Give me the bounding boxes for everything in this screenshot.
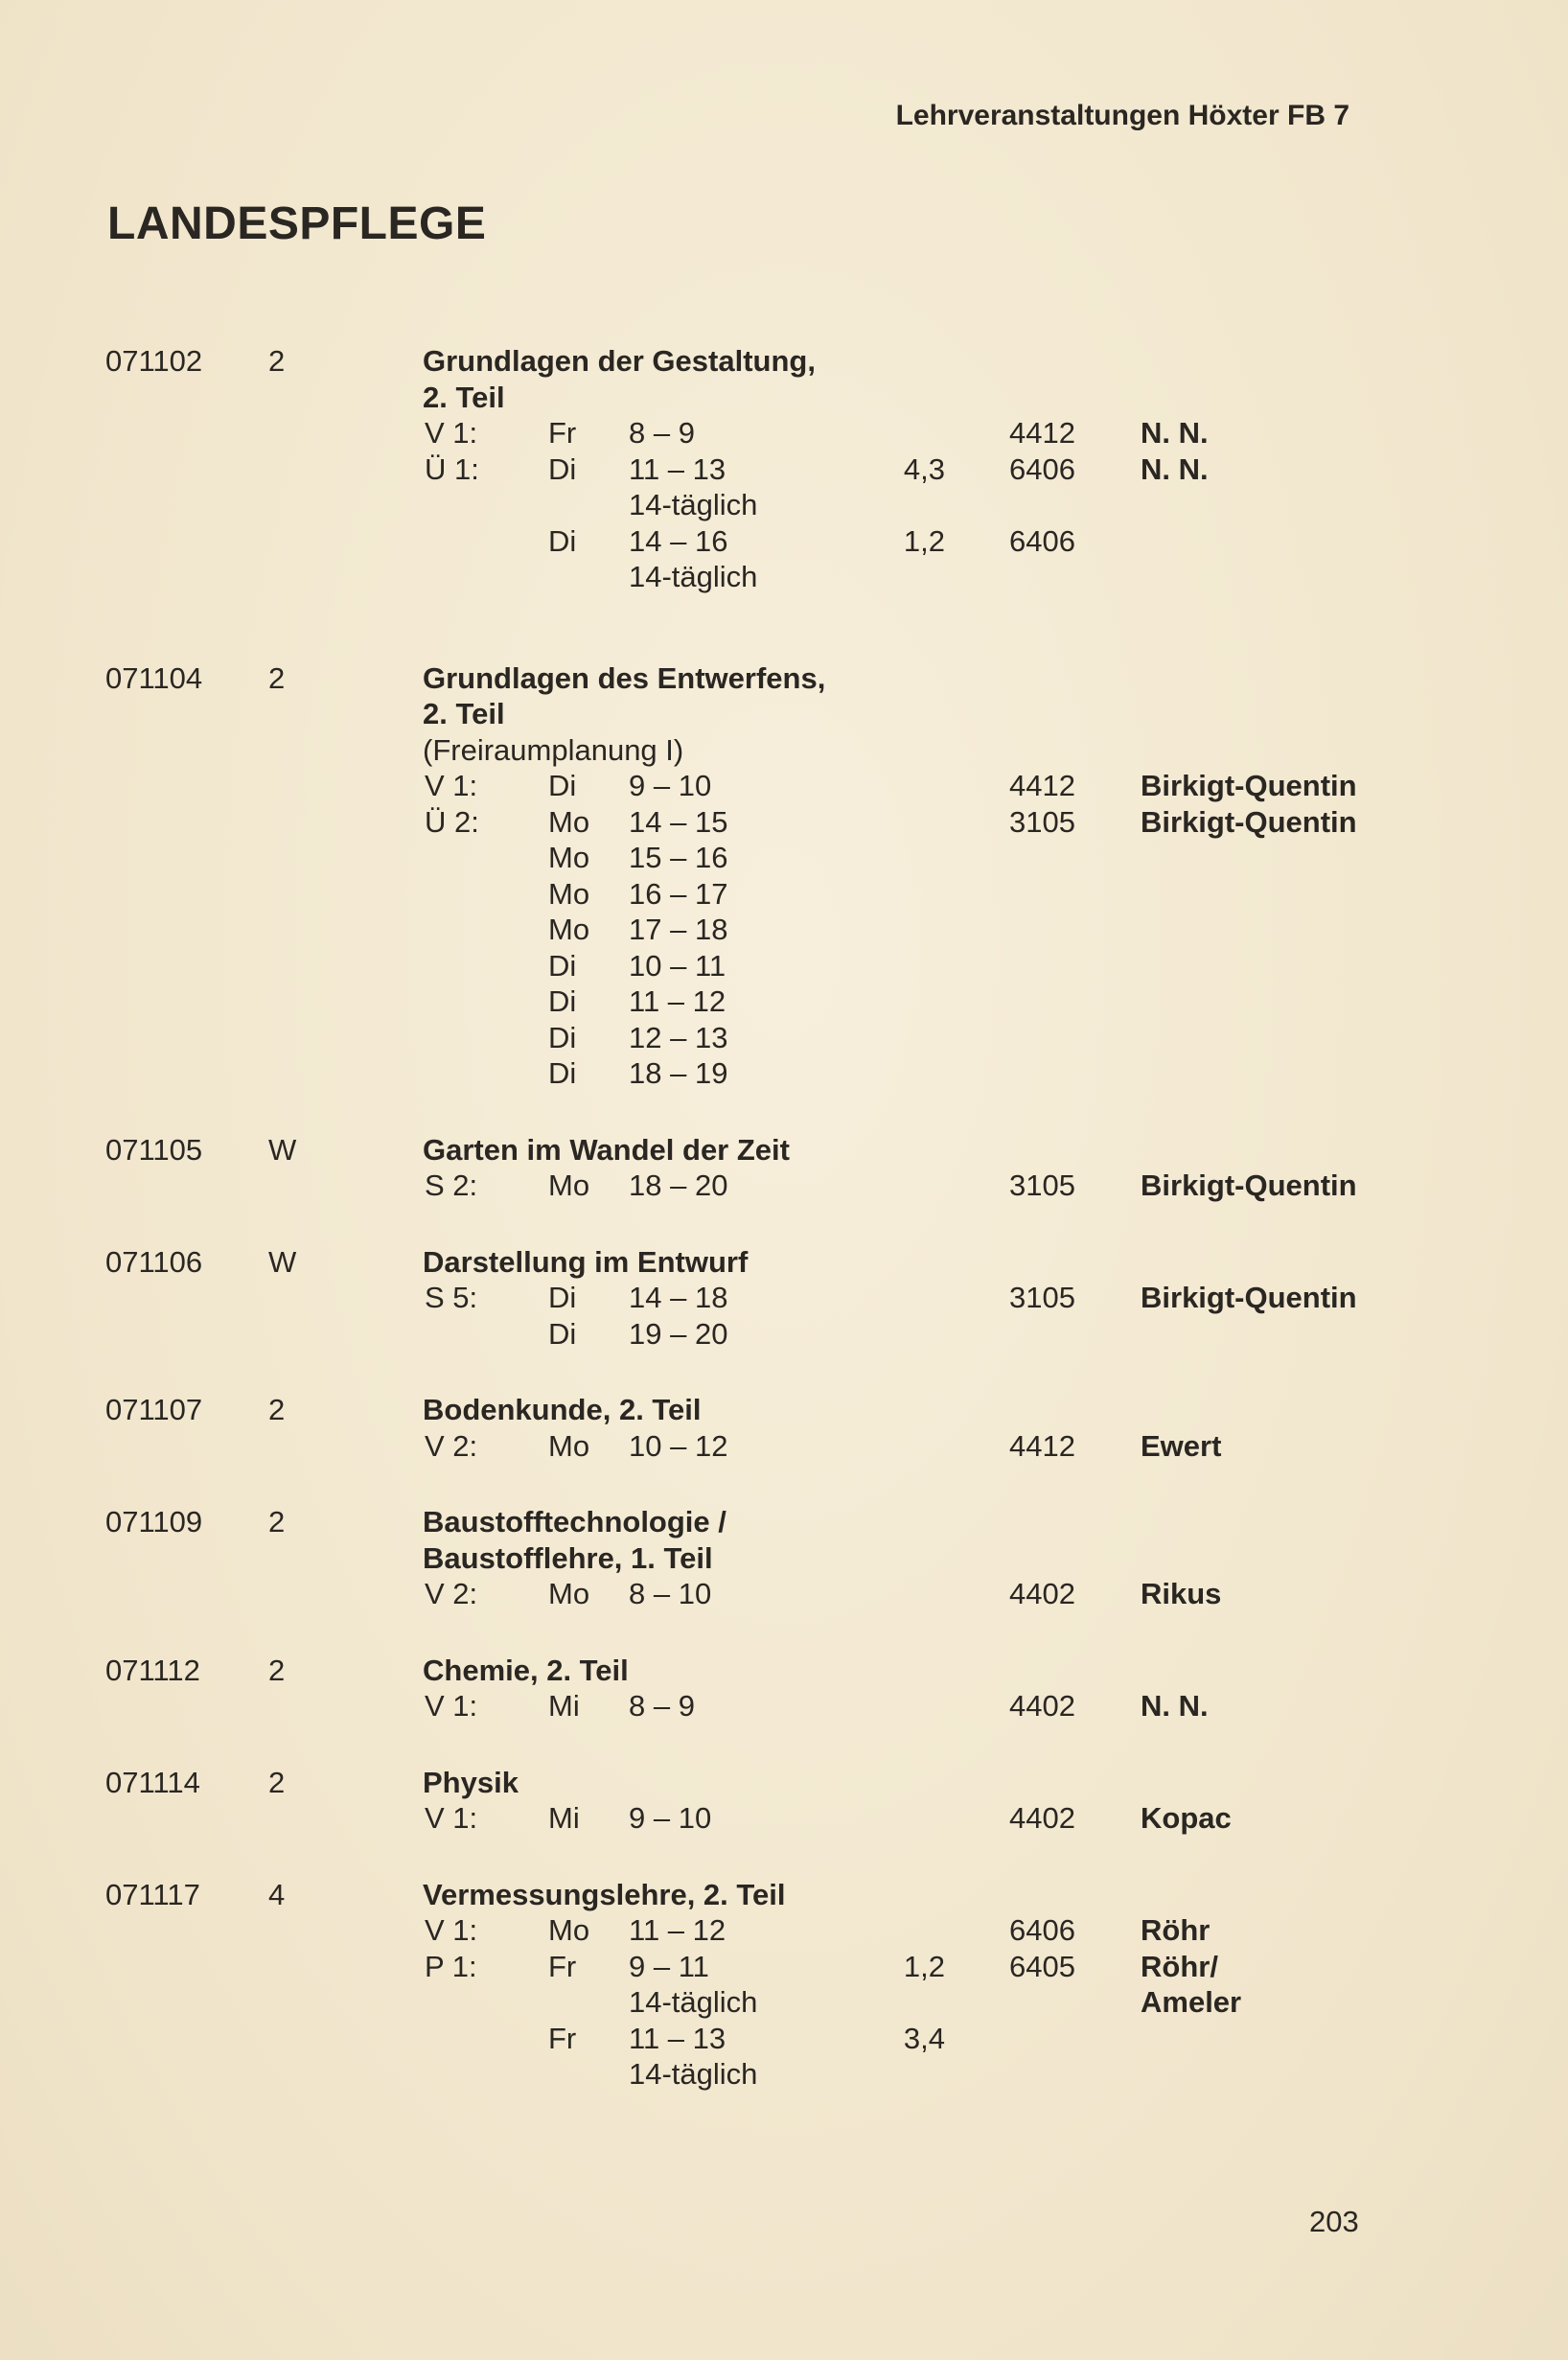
- entry-spacer: [0, 1092, 1568, 1132]
- session-room: 3105: [1009, 804, 1075, 839]
- course-entry: [0, 1392, 1568, 1464]
- session-day: Di: [548, 948, 577, 983]
- schedule-row: [0, 1020, 1568, 1056]
- session-day: Mo: [548, 841, 590, 874]
- session-day: Di: [548, 451, 577, 486]
- course-code: 071104: [105, 660, 203, 695]
- course-sws: 2: [268, 1765, 286, 1799]
- session-time: 10 – 12: [629, 1428, 728, 1463]
- course-entry: [0, 660, 1568, 1092]
- course-code: 071109: [105, 1505, 203, 1539]
- course-sws: 4: [268, 1877, 286, 1911]
- session-time: 19 – 20: [629, 1316, 728, 1351]
- schedule-row: [0, 1168, 1568, 1204]
- course-title: Baustofflehre, 1. Teil: [423, 1540, 713, 1575]
- session-day: Mo: [548, 1428, 590, 1463]
- session-day: Di: [548, 984, 577, 1018]
- session-lecturer: Röhr/: [1141, 1949, 1218, 1983]
- course-list: [0, 343, 1568, 2093]
- session-room: 6406: [1009, 523, 1075, 558]
- session-lecturer: Röhr: [1141, 1913, 1211, 1947]
- session-type: Ü 2:: [425, 804, 479, 839]
- schedule-row: [0, 948, 1568, 984]
- schedule-row: [0, 1280, 1568, 1316]
- course-line: [0, 1244, 1568, 1281]
- course-line: [0, 1392, 1568, 1428]
- course-code: 071112: [105, 1653, 200, 1687]
- session-day: Mo: [548, 1913, 590, 1947]
- course-code: 071105: [105, 1132, 203, 1167]
- session-time: 14-täglich: [629, 488, 758, 521]
- session-time: 14 – 18: [629, 1281, 728, 1314]
- schedule-row: [0, 1316, 1568, 1353]
- course-sws: 2: [268, 1505, 286, 1539]
- session-type: V 1:: [425, 1801, 478, 1835]
- session-day: Mo: [548, 1168, 590, 1202]
- schedule-row: [0, 1688, 1568, 1724]
- course-entry: [0, 1877, 1568, 2093]
- session-day: Fr: [548, 416, 577, 450]
- session-lecturer: Rikus: [1141, 1577, 1222, 1610]
- schedule-row: [0, 1428, 1568, 1465]
- session-time: 9 – 10: [629, 769, 712, 802]
- course-sws: W: [268, 1244, 297, 1279]
- session-room: 3105: [1009, 1168, 1075, 1202]
- page-number: 203: [1309, 2205, 1359, 2238]
- course-line: [0, 1653, 1568, 1689]
- course-code: 071102: [105, 344, 203, 378]
- course-sws: W: [268, 1132, 297, 1167]
- session-lecturer: Birkigt-Quentin: [1141, 804, 1357, 839]
- session-day: Mo: [548, 1577, 590, 1610]
- session-lecturer: N. N.: [1141, 1689, 1209, 1723]
- section-title: LANDESPFLEGE: [107, 198, 487, 249]
- schedule-row: [0, 415, 1568, 451]
- course-code: 071107: [105, 1393, 203, 1426]
- session-type: V 1:: [425, 1913, 478, 1947]
- course-subtitle: (Freiraumplanung I): [423, 732, 684, 767]
- course-title: Grundlagen der Gestaltung,: [423, 344, 816, 378]
- course-line: [0, 343, 1568, 380]
- entry-spacer: [0, 1464, 1568, 1504]
- schedule-row: [0, 1576, 1568, 1612]
- course-entry: [0, 1653, 1568, 1724]
- course-entry: [0, 1244, 1568, 1353]
- course-title: Vermessungslehre, 2. Teil: [423, 1877, 786, 1911]
- session-day: Di: [548, 1020, 577, 1054]
- session-type: S 5:: [425, 1281, 478, 1314]
- session-time: 15 – 16: [629, 841, 728, 874]
- session-time: 18 – 19: [629, 1056, 728, 1090]
- entry-spacer: [0, 1724, 1568, 1765]
- schedule-row: [0, 804, 1568, 841]
- session-semester: 1,2: [903, 1949, 945, 1983]
- session-room: 4402: [1009, 1801, 1075, 1835]
- schedule-row: [0, 912, 1568, 948]
- session-day: Fr: [548, 2021, 577, 2055]
- session-type: V 1:: [425, 416, 478, 450]
- course-line: [0, 1540, 1568, 1577]
- session-time: 8 – 9: [629, 1689, 695, 1723]
- session-semester: 3,4: [903, 2021, 945, 2055]
- schedule-row: [0, 487, 1568, 523]
- course-code: 071117: [105, 1877, 200, 1911]
- schedule-row: [0, 1949, 1568, 1985]
- session-time: 14 – 16: [629, 523, 728, 558]
- course-sws: 2: [268, 1653, 286, 1687]
- session-type: V 2:: [425, 1577, 478, 1610]
- session-lecturer: Ameler: [1141, 1985, 1242, 2019]
- schedule-row: [0, 768, 1568, 804]
- session-time: 14-täglich: [629, 560, 758, 593]
- session-day: Mo: [548, 876, 590, 911]
- course-sws: 2: [268, 344, 286, 378]
- course-title: Darstellung im Entwurf: [423, 1244, 749, 1279]
- course-title: 2. Teil: [423, 380, 505, 414]
- session-time: 9 – 10: [629, 1801, 712, 1835]
- course-title: Bodenkunde, 2. Teil: [423, 1393, 702, 1426]
- course-title: Grundlagen des Entwerfens,: [423, 660, 826, 695]
- entry-spacer: [0, 1612, 1568, 1653]
- session-day: Di: [548, 1281, 577, 1314]
- session-time: 14 – 15: [629, 804, 728, 839]
- session-day: Mo: [548, 804, 590, 839]
- session-time: 11 – 12: [629, 984, 726, 1018]
- session-day: Mi: [548, 1689, 580, 1723]
- session-lecturer: Birkigt-Quentin: [1141, 1281, 1357, 1314]
- session-lecturer: Kopac: [1141, 1801, 1232, 1835]
- session-time: 10 – 11: [629, 948, 726, 983]
- session-time: 16 – 17: [629, 876, 728, 911]
- schedule-row: [0, 840, 1568, 876]
- session-room: 6406: [1009, 451, 1075, 486]
- running-header: Lehrveranstaltungen Höxter FB 7: [895, 100, 1349, 131]
- session-lecturer: N. N.: [1141, 416, 1209, 450]
- session-time: 11 – 12: [629, 1913, 726, 1947]
- entry-spacer: [0, 595, 1568, 660]
- session-type: P 1:: [425, 1949, 477, 1983]
- session-day: Mi: [548, 1801, 580, 1835]
- entry-spacer: [0, 1204, 1568, 1244]
- session-time: 18 – 20: [629, 1168, 728, 1202]
- session-room: 4412: [1009, 1428, 1075, 1463]
- session-lecturer: N. N.: [1141, 451, 1209, 486]
- session-room: 4412: [1009, 769, 1075, 802]
- schedule-row: [0, 983, 1568, 1020]
- session-lecturer: Birkigt-Quentin: [1141, 769, 1357, 802]
- course-code: 071106: [105, 1244, 203, 1279]
- course-title: 2. Teil: [423, 697, 505, 730]
- course-line: [0, 1765, 1568, 1801]
- session-type: S 2:: [425, 1168, 478, 1202]
- session-room: 6405: [1009, 1949, 1075, 1983]
- session-lecturer: Ewert: [1141, 1428, 1222, 1463]
- schedule-row: [0, 1800, 1568, 1837]
- course-title: Physik: [423, 1765, 519, 1799]
- session-room: 6406: [1009, 1913, 1075, 1947]
- session-type: V 1:: [425, 1689, 478, 1723]
- session-type: V 2:: [425, 1428, 478, 1463]
- session-day: Di: [548, 523, 577, 558]
- schedule-row: [0, 1055, 1568, 1092]
- session-type: V 1:: [425, 769, 478, 802]
- session-room: 3105: [1009, 1281, 1075, 1314]
- session-time: 11 – 13: [629, 451, 726, 486]
- schedule-row: [0, 2056, 1568, 2093]
- course-entry: [0, 1504, 1568, 1612]
- course-line: [0, 1504, 1568, 1540]
- session-time: 17 – 18: [629, 913, 728, 946]
- course-title: Chemie, 2. Teil: [423, 1653, 629, 1687]
- schedule-row: [0, 1912, 1568, 1949]
- session-time: 9 – 11: [629, 1949, 709, 1983]
- course-entry: [0, 1132, 1568, 1204]
- session-room: 4402: [1009, 1577, 1075, 1610]
- session-time: 8 – 10: [629, 1577, 712, 1610]
- session-time: 8 – 9: [629, 416, 695, 450]
- course-entry: [0, 343, 1568, 595]
- course-line: [0, 1132, 1568, 1168]
- course-sws: 2: [268, 660, 286, 695]
- session-room: 4412: [1009, 416, 1075, 450]
- schedule-row: [0, 876, 1568, 913]
- session-day: Fr: [548, 1949, 577, 1983]
- schedule-row: [0, 1984, 1568, 2021]
- session-time: 11 – 13: [629, 2021, 726, 2055]
- session-semester: 1,2: [903, 523, 945, 558]
- session-day: Mo: [548, 913, 590, 946]
- schedule-row: [0, 559, 1568, 595]
- course-title: Baustofftechnologie /: [423, 1505, 726, 1539]
- session-day: Di: [548, 1056, 577, 1090]
- course-sws: 2: [268, 1393, 286, 1426]
- course-line: [0, 380, 1568, 416]
- schedule-row: [0, 451, 1568, 488]
- course-title: Garten im Wandel der Zeit: [423, 1132, 790, 1167]
- entry-spacer: [0, 1352, 1568, 1392]
- session-time: 12 – 13: [629, 1020, 728, 1054]
- course-line: [0, 660, 1568, 697]
- entry-spacer: [0, 1837, 1568, 1877]
- course-line: [0, 696, 1568, 732]
- session-day: Di: [548, 769, 577, 802]
- course-code: 071114: [105, 1765, 200, 1799]
- session-day: Di: [548, 1316, 577, 1351]
- schedule-row: [0, 523, 1568, 560]
- course-entry: [0, 1765, 1568, 1837]
- session-lecturer: Birkigt-Quentin: [1141, 1168, 1357, 1202]
- session-time: 14-täglich: [629, 1985, 758, 2019]
- session-room: 4402: [1009, 1689, 1075, 1723]
- session-type: Ü 1:: [425, 451, 479, 486]
- course-line: [0, 1877, 1568, 1913]
- session-semester: 4,3: [903, 451, 945, 486]
- schedule-row: [0, 2021, 1568, 2057]
- session-time: 14-täglich: [629, 2057, 758, 2091]
- course-line: [0, 732, 1568, 769]
